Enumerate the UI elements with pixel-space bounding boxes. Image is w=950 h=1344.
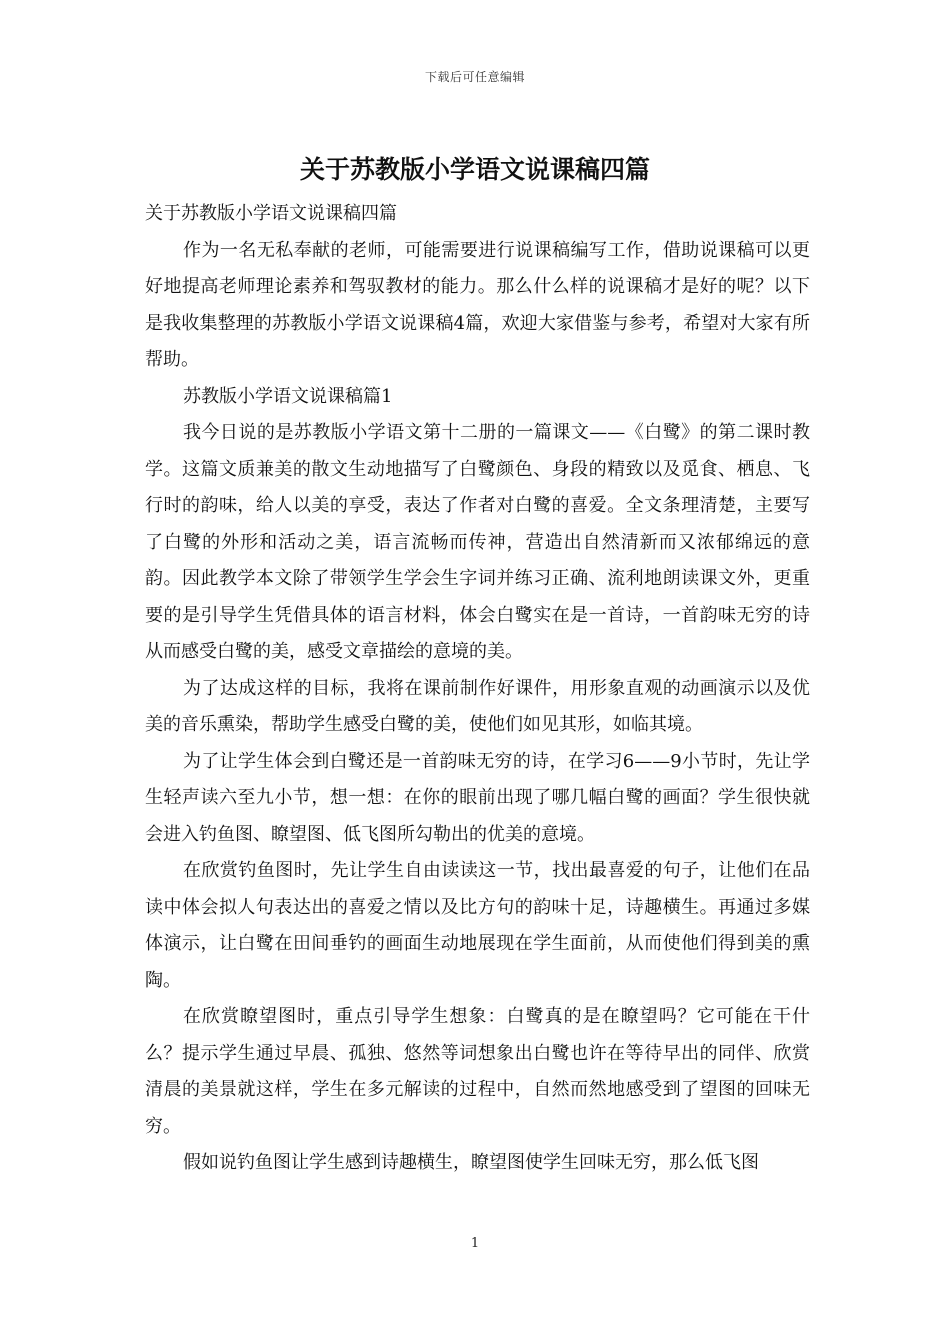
page-number: 1 bbox=[470, 1236, 480, 1251]
paragraph: 假如说钓鱼图让学生感到诗趣横生，瞭望图使学生回味无穷，那么低飞图 bbox=[183, 1152, 759, 1173]
paragraph: 为了让学生体会到白鹭还是一首韵味无穷的诗，在学习6——9小节时，先让学生轻声读六至九小节，想一想：在你的眼前出现了哪几幅白鹭的画面？学生很快就会进入钓鱼图、瞭望图、低飞图所勾勒出的优美的意境。 bbox=[145, 750, 810, 845]
header-note: 下载后可任意编辑 bbox=[424, 70, 525, 84]
paragraph-intro: 作为一名无私奉献的老师，可能需要进行说课稿编写工作，借助说课稿可以更好地提高老师理论素养和驾驭教材的能力。那么什么样的说课稿才是好的呢？以下是我收集整理的苏教版小学语文说课稿4篇，欢迎大家借鉴与参考，希望对大家有所帮助。 bbox=[145, 239, 810, 370]
section-heading: 苏教版小学语文说课稿篇1 bbox=[183, 385, 393, 407]
document-title: 关于苏教版小学语文说课稿四篇 bbox=[299, 155, 650, 184]
document-subtitle: 关于苏教版小学语文说课稿四篇 bbox=[145, 203, 397, 224]
paragraph: 在欣赏瞭望图时，重点引导学生想象：白鹭真的是在瞭望吗？它可能在干什么？提示学生通过早晨、孤独、悠然等词想象出白鹭也许在等待早出的同伴、欣赏清晨的美景就这样，学生在多元解读的过程中，自然而然地感受到了望图的回味无穷。 bbox=[145, 1006, 810, 1137]
document-body bbox=[145, 196, 810, 1182]
paragraph: 在欣赏钓鱼图时，先让学生自由读读这一节，找出最喜爱的句子，让他们在品读中体会拟人句表达出的喜爱之情以及比方句的韵味十足，诗趣横生。再通过多媒体演示，让白鹭在田间垂钓的画面生动地展现在学生面前，从而使他们得到美的熏陶。 bbox=[145, 860, 810, 991]
paragraph: 我今日说的是苏教版小学语文第十二册的一篇课文——《白鹭》的第二课时教学。这篇文质兼美的散文生动地描写了白鹭颜色、身段的精致以及觅食、栖息、飞行时的韵味，给人以美的享受，表达了作者对白鹭的喜爱。全文条理清楚，主要写了白鹭的外形和活动之美，语言流畅而传神，营造出自然清新而又浓郁绵远的意韵。因此教学本文除了带领学生学会生字词并练习正确、流利地朗读课文外，更重要的是引导学生凭借具体的语言材料，体会白鹭实在是一首诗，一首韵味无穷的诗从而感受白鹭的美，感受文章描绘的意境的美。 bbox=[145, 422, 810, 662]
paragraph: 为了达成这样的目标，我将在课前制作好课件，用形象直观的动画演示以及优美的音乐熏染，帮助学生感受白鹭的美，使他们如见其形，如临其境。 bbox=[145, 677, 810, 735]
